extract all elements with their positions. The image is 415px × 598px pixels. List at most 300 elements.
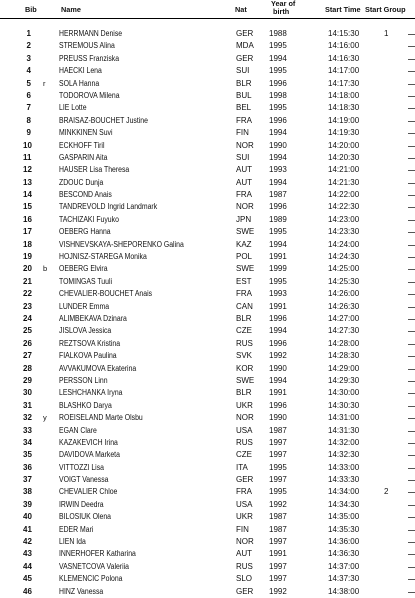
- row-dash-marker: [408, 393, 415, 394]
- year-of-birth: 1991: [269, 301, 287, 311]
- nation-code: USA: [236, 499, 253, 509]
- row-dash-marker: [408, 220, 415, 221]
- nation-code: GER: [236, 29, 254, 38]
- bib-color-code: y: [43, 413, 47, 423]
- header-year-of-birth-line1: Year of: [271, 0, 296, 8]
- nation-code: FRA: [236, 115, 252, 125]
- athlete-name: LESHCHANKA Iryna: [59, 388, 123, 398]
- bib-number: 39: [23, 499, 32, 509]
- table-row: [0, 102, 415, 114]
- nation-code: BLR: [236, 78, 252, 88]
- bib-number: 46: [23, 586, 32, 596]
- start-time: 14:31:30: [328, 425, 360, 435]
- table-row: [0, 363, 415, 375]
- nation-code: SLO: [236, 574, 253, 584]
- row-dash-marker: [408, 133, 415, 134]
- nation-code: SWE: [236, 375, 255, 385]
- nation-code: SUI: [236, 66, 250, 76]
- year-of-birth: 1991: [269, 388, 287, 398]
- start-time: 14:19:30: [328, 128, 360, 138]
- year-of-birth: 1995: [269, 66, 287, 76]
- athlete-name: HERRMANN Denise: [59, 29, 123, 38]
- header-name: Name: [61, 5, 81, 14]
- year-of-birth: 1995: [269, 462, 287, 472]
- athlete-name: ROEISELAND Marte Olsbu: [59, 413, 143, 423]
- nation-code: AUT: [236, 165, 252, 175]
- table-row: [0, 524, 415, 536]
- athlete-name: CHEVALIER Chloe: [59, 487, 118, 497]
- row-dash-marker: [408, 158, 415, 159]
- bib-number: 8: [26, 115, 31, 125]
- year-of-birth: 1991: [269, 549, 287, 559]
- bib-number: 24: [23, 313, 32, 323]
- athlete-name: PREUSS Franziska: [59, 53, 120, 63]
- bib-number: 21: [23, 276, 32, 286]
- year-of-birth: 1994: [269, 326, 287, 336]
- year-of-birth: 1998: [269, 90, 287, 100]
- bib-number: 43: [23, 549, 32, 559]
- athlete-name: INNERHOFER Katharina: [59, 549, 136, 559]
- row-dash-marker: [408, 121, 415, 122]
- start-time: 14:31:00: [328, 413, 360, 423]
- table-row: [0, 78, 415, 90]
- row-dash-marker: [408, 455, 415, 456]
- table-row: [0, 177, 415, 189]
- row-dash-marker: [408, 480, 415, 481]
- nation-code: JPN: [236, 214, 252, 224]
- table-row: [0, 561, 415, 573]
- table-header: [0, 0, 415, 19]
- athlete-name: HAUSER Lisa Theresa: [59, 165, 130, 175]
- nation-code: KOR: [236, 363, 254, 373]
- nation-code: ITA: [236, 462, 248, 472]
- row-dash-marker: [408, 71, 415, 72]
- table-row: [0, 511, 415, 523]
- athlete-name: CHEVALIER-BOUCHET Anais: [59, 289, 153, 299]
- bib-number: 4: [26, 66, 31, 76]
- athlete-name: LIEN Ida: [59, 537, 86, 547]
- table-row: [0, 189, 415, 201]
- bib-number: 38: [23, 487, 32, 497]
- athlete-name: PERSSON Linn: [59, 375, 108, 385]
- row-dash-marker: [408, 195, 415, 196]
- start-time: 14:15:30: [328, 29, 360, 38]
- nation-code: EST: [236, 276, 252, 286]
- athlete-name: JISLOVA Jessica: [59, 326, 112, 336]
- nation-code: CZE: [236, 326, 252, 336]
- table-row: [0, 301, 415, 313]
- athlete-name: BESCOND Anais: [59, 190, 112, 200]
- year-of-birth: 1996: [269, 313, 287, 323]
- year-of-birth: 1991: [269, 252, 287, 262]
- table-row: [0, 486, 415, 498]
- table-row: [0, 251, 415, 263]
- row-dash-marker: [408, 207, 415, 208]
- athlete-name: LUNDER Emma: [59, 301, 110, 311]
- bib-number: 22: [23, 289, 32, 299]
- table-row: [0, 140, 415, 152]
- athlete-name: ALIMBEKAVA Dzinara: [59, 313, 127, 323]
- year-of-birth: 1987: [269, 524, 287, 534]
- start-time: 14:18:00: [328, 90, 360, 100]
- athlete-name: STREMOUS Alina: [59, 41, 115, 51]
- start-time: 14:26:00: [328, 289, 360, 299]
- table-row: [0, 40, 415, 52]
- year-of-birth: 1992: [269, 351, 287, 361]
- start-time: 14:37:00: [328, 561, 360, 571]
- table-row: [0, 127, 415, 139]
- year-of-birth: 1994: [269, 239, 287, 249]
- athlete-name: SOLA Hanna: [59, 78, 100, 88]
- start-time: 14:16:30: [328, 53, 360, 63]
- bib-number: 11: [23, 152, 32, 162]
- year-of-birth: 1994: [269, 128, 287, 138]
- nation-code: AUT: [236, 177, 252, 187]
- start-time: 14:19:00: [328, 115, 360, 125]
- year-of-birth: 1997: [269, 437, 287, 447]
- start-time: 14:35:00: [328, 512, 360, 522]
- bib-number: 2: [26, 41, 31, 51]
- bib-number: 31: [23, 400, 32, 410]
- row-dash-marker: [408, 269, 415, 270]
- athlete-name: VISHNEVSKAYA-SHEPORENKO Galina: [59, 239, 184, 249]
- nation-code: BLR: [236, 388, 252, 398]
- bib-number: 10: [23, 140, 32, 150]
- table-row: [0, 90, 415, 102]
- nation-code: BLR: [236, 313, 252, 323]
- bib-number: 35: [23, 450, 32, 460]
- bib-number: 15: [23, 202, 32, 212]
- year-of-birth: 1995: [269, 276, 287, 286]
- table-row: [0, 65, 415, 77]
- table-row: [0, 263, 415, 275]
- row-dash-marker: [408, 517, 415, 518]
- athlete-name: OEBERG Elvira: [59, 264, 108, 274]
- row-dash-marker: [408, 406, 415, 407]
- start-time: 14:24:00: [328, 239, 360, 249]
- table-row: [0, 325, 415, 337]
- nation-code: MDA: [236, 41, 254, 51]
- bib-number: 20: [23, 264, 32, 274]
- table-row: [0, 474, 415, 486]
- table-row: [0, 536, 415, 548]
- athlete-name: GASPARIN Aita: [59, 152, 108, 162]
- nation-code: RUS: [236, 338, 253, 348]
- row-dash-marker: [408, 170, 415, 171]
- start-time: 14:18:30: [328, 103, 360, 113]
- athlete-name: ZDOUC Dunja: [59, 177, 104, 187]
- athlete-name: DAVIDOVA Marketa: [59, 450, 120, 460]
- bib-number: 6: [26, 90, 31, 100]
- bib-number: 1: [26, 29, 31, 38]
- table-row: [0, 313, 415, 325]
- header-year-of-birth-line2: birth: [273, 7, 290, 16]
- start-time: 14:30:30: [328, 400, 360, 410]
- table-row: [0, 214, 415, 226]
- year-of-birth: 1994: [269, 177, 287, 187]
- row-dash-marker: [408, 418, 415, 419]
- table-row: [0, 152, 415, 164]
- athlete-name: EGAN Clare: [59, 425, 97, 435]
- bib-number: 36: [23, 462, 32, 472]
- table-row: [0, 412, 415, 424]
- nation-code: SUI: [236, 152, 250, 162]
- athlete-name: BILOSIUK Olena: [59, 512, 112, 522]
- athlete-name: VOIGT Vanessa: [59, 475, 109, 485]
- table-row: [0, 239, 415, 251]
- start-time: 14:29:30: [328, 375, 360, 385]
- year-of-birth: 1994: [269, 375, 287, 385]
- table-row: [0, 462, 415, 474]
- row-dash-marker: [408, 505, 415, 506]
- year-of-birth: 1987: [269, 512, 287, 522]
- year-of-birth: 1990: [269, 413, 287, 423]
- bib-number: 44: [23, 561, 32, 571]
- row-dash-marker: [408, 282, 415, 283]
- start-time: 14:38:00: [328, 586, 360, 596]
- bib-number: 16: [23, 214, 32, 224]
- row-dash-marker: [408, 492, 415, 493]
- year-of-birth: 1997: [269, 537, 287, 547]
- row-dash-marker: [408, 592, 415, 593]
- year-of-birth: 1996: [269, 78, 287, 88]
- athlete-name: VASNETCOVA Valeriia: [59, 561, 129, 571]
- row-dash-marker: [408, 84, 415, 85]
- nation-code: GER: [236, 53, 254, 63]
- athlete-name: TOMINGAS Tuuli: [59, 276, 113, 286]
- bib-number: 7: [26, 103, 31, 113]
- row-dash-marker: [408, 369, 415, 370]
- athlete-name: HAECKI Lena: [59, 66, 102, 76]
- year-of-birth: 1993: [269, 289, 287, 299]
- bib-number: 19: [23, 252, 32, 262]
- athlete-name: MINKKINEN Suvi: [59, 128, 113, 138]
- header-nat: Nat: [235, 5, 247, 14]
- bib-number: 14: [23, 190, 32, 200]
- nation-code: FRA: [236, 289, 252, 299]
- start-time: 14:28:00: [328, 338, 360, 348]
- start-time: 14:23:30: [328, 227, 360, 237]
- bib-number: 30: [23, 388, 32, 398]
- start-group: 1: [384, 29, 389, 38]
- row-dash-marker: [408, 356, 415, 357]
- athlete-name: BLASHKO Darya: [59, 400, 112, 410]
- year-of-birth: 1997: [269, 561, 287, 571]
- row-dash-marker: [408, 46, 415, 47]
- year-of-birth: 1988: [269, 29, 287, 38]
- bib-number: 18: [23, 239, 32, 249]
- nation-code: SWE: [236, 264, 255, 274]
- athlete-name: REZTSOVA Kristina: [59, 338, 121, 348]
- bib-number: 32: [23, 413, 32, 423]
- nation-code: SWE: [236, 227, 255, 237]
- athlete-name: HOJNISZ-STAREGA Monika: [59, 252, 147, 262]
- start-time: 14:33:00: [328, 462, 360, 472]
- start-time: 14:34:30: [328, 499, 360, 509]
- bib-number: 26: [23, 338, 32, 348]
- table-row: [0, 586, 415, 598]
- start-time: 14:36:30: [328, 549, 360, 559]
- start-time: 14:20:30: [328, 152, 360, 162]
- bib-color-code: r: [43, 78, 46, 88]
- athlete-name: TODOROVA Milena: [59, 90, 120, 100]
- table-row: [0, 201, 415, 213]
- row-dash-marker: [408, 319, 415, 320]
- header-bib: Bib: [25, 5, 37, 14]
- start-time: 14:33:30: [328, 475, 360, 485]
- year-of-birth: 1990: [269, 140, 287, 150]
- table-row: [0, 400, 415, 412]
- start-time: 14:34:00: [328, 487, 360, 497]
- table-row: [0, 437, 415, 449]
- nation-code: FRA: [236, 190, 252, 200]
- start-time: 14:35:30: [328, 524, 360, 534]
- nation-code: FIN: [236, 524, 249, 534]
- year-of-birth: 1994: [269, 152, 287, 162]
- bib-number: 28: [23, 363, 32, 373]
- bib-number: 34: [23, 437, 32, 447]
- table-row: [0, 164, 415, 176]
- bib-color-code: b: [43, 264, 48, 274]
- year-of-birth: 1989: [269, 214, 287, 224]
- start-group: 2: [384, 487, 389, 497]
- athlete-name: LIE Lotte: [59, 103, 87, 113]
- bib-number: 45: [23, 574, 32, 584]
- row-dash-marker: [408, 567, 415, 568]
- year-of-birth: 1996: [269, 338, 287, 348]
- row-dash-marker: [408, 344, 415, 345]
- table-row: [0, 449, 415, 461]
- start-time: 14:21:30: [328, 177, 360, 187]
- row-dash-marker: [408, 59, 415, 60]
- nation-code: NOR: [236, 202, 254, 212]
- nation-code: NOR: [236, 537, 254, 547]
- year-of-birth: 1993: [269, 165, 287, 175]
- start-time: 14:29:00: [328, 363, 360, 373]
- table-row: [0, 288, 415, 300]
- nation-code: UKR: [236, 512, 253, 522]
- row-dash-marker: [408, 554, 415, 555]
- bib-number: 9: [26, 128, 31, 138]
- start-time: 14:27:00: [328, 313, 360, 323]
- bib-number: 27: [23, 351, 32, 361]
- nation-code: KAZ: [236, 239, 252, 249]
- table-row: [0, 276, 415, 288]
- start-time: 14:23:00: [328, 214, 360, 224]
- year-of-birth: 1995: [269, 41, 287, 51]
- athlete-name: KLEMENCIC Polona: [59, 574, 123, 584]
- nation-code: NOR: [236, 140, 254, 150]
- row-dash-marker: [408, 331, 415, 332]
- bib-number: 41: [23, 524, 32, 534]
- row-dash-marker: [408, 245, 415, 246]
- athlete-name: EDER Mari: [59, 524, 94, 534]
- start-time: 14:28:30: [328, 351, 360, 361]
- row-dash-marker: [408, 530, 415, 531]
- year-of-birth: 1995: [269, 487, 287, 497]
- year-of-birth: 1992: [269, 586, 287, 596]
- athlete-name: ECKHOFF Tiril: [59, 140, 105, 150]
- start-time: 14:25:30: [328, 276, 360, 286]
- nation-code: POL: [236, 252, 253, 262]
- year-of-birth: 1995: [269, 103, 287, 113]
- athlete-name: HINZ Vanessa: [59, 586, 104, 596]
- athlete-name: OEBERG Hanna: [59, 227, 111, 237]
- year-of-birth: 1992: [269, 499, 287, 509]
- bib-number: 37: [23, 475, 32, 485]
- athlete-name: FIALKOVA Paulina: [59, 351, 117, 361]
- athlete-name: TACHIZAKI Fuyuko: [59, 214, 119, 224]
- table-row: [0, 375, 415, 387]
- row-dash-marker: [408, 108, 415, 109]
- start-time: 14:37:30: [328, 574, 360, 584]
- athlete-name: BRAISAZ-BOUCHET Justine: [59, 115, 148, 125]
- header-start-group: Start Group: [365, 5, 406, 14]
- row-dash-marker: [408, 34, 415, 35]
- nation-code: BEL: [236, 103, 252, 113]
- row-dash-marker: [408, 183, 415, 184]
- nation-code: RUS: [236, 437, 253, 447]
- table-row: [0, 548, 415, 560]
- start-time: 14:22:30: [328, 202, 360, 212]
- start-time: 14:32:30: [328, 450, 360, 460]
- year-of-birth: 1996: [269, 115, 287, 125]
- start-list-rows: [0, 28, 415, 598]
- start-time: 14:20:00: [328, 140, 360, 150]
- start-time: 14:22:00: [328, 190, 360, 200]
- athlete-name: KAZAKEVICH Irina: [59, 437, 118, 447]
- table-row: [0, 28, 415, 40]
- athlete-name: AVVAKUMOVA Ekaterina: [59, 363, 137, 373]
- row-dash-marker: [408, 96, 415, 97]
- year-of-birth: 1995: [269, 227, 287, 237]
- row-dash-marker: [408, 294, 415, 295]
- nation-code: SVK: [236, 351, 253, 361]
- row-dash-marker: [408, 542, 415, 543]
- table-row: [0, 499, 415, 511]
- start-time: 14:24:30: [328, 252, 360, 262]
- start-time: 14:25:00: [328, 264, 360, 274]
- year-of-birth: 1997: [269, 475, 287, 485]
- table-row: [0, 226, 415, 238]
- table-row: [0, 350, 415, 362]
- nation-code: USA: [236, 425, 253, 435]
- table-row: [0, 573, 415, 585]
- athlete-name: VITTOZZI Lisa: [59, 462, 104, 472]
- row-dash-marker: [408, 257, 415, 258]
- nation-code: UKR: [236, 400, 253, 410]
- table-row: [0, 115, 415, 127]
- year-of-birth: 1997: [269, 450, 287, 460]
- start-time: 14:30:00: [328, 388, 360, 398]
- nation-code: FIN: [236, 128, 249, 138]
- bib-number: 33: [23, 425, 32, 435]
- athlete-name: TANDREVOLD Ingrid Landmark: [59, 202, 158, 212]
- nation-code: RUS: [236, 561, 253, 571]
- table-row: [0, 338, 415, 350]
- nation-code: CZE: [236, 450, 252, 460]
- nation-code: GER: [236, 586, 254, 596]
- bib-number: 3: [26, 53, 31, 63]
- start-time: 14:21:00: [328, 165, 360, 175]
- bib-number: 25: [23, 326, 32, 336]
- bib-number: 23: [23, 301, 32, 311]
- bib-number: 17: [23, 227, 32, 237]
- nation-code: GER: [236, 475, 254, 485]
- row-dash-marker: [408, 579, 415, 580]
- header-start-time: Start Time: [325, 5, 361, 14]
- start-time: 14:16:00: [328, 41, 360, 51]
